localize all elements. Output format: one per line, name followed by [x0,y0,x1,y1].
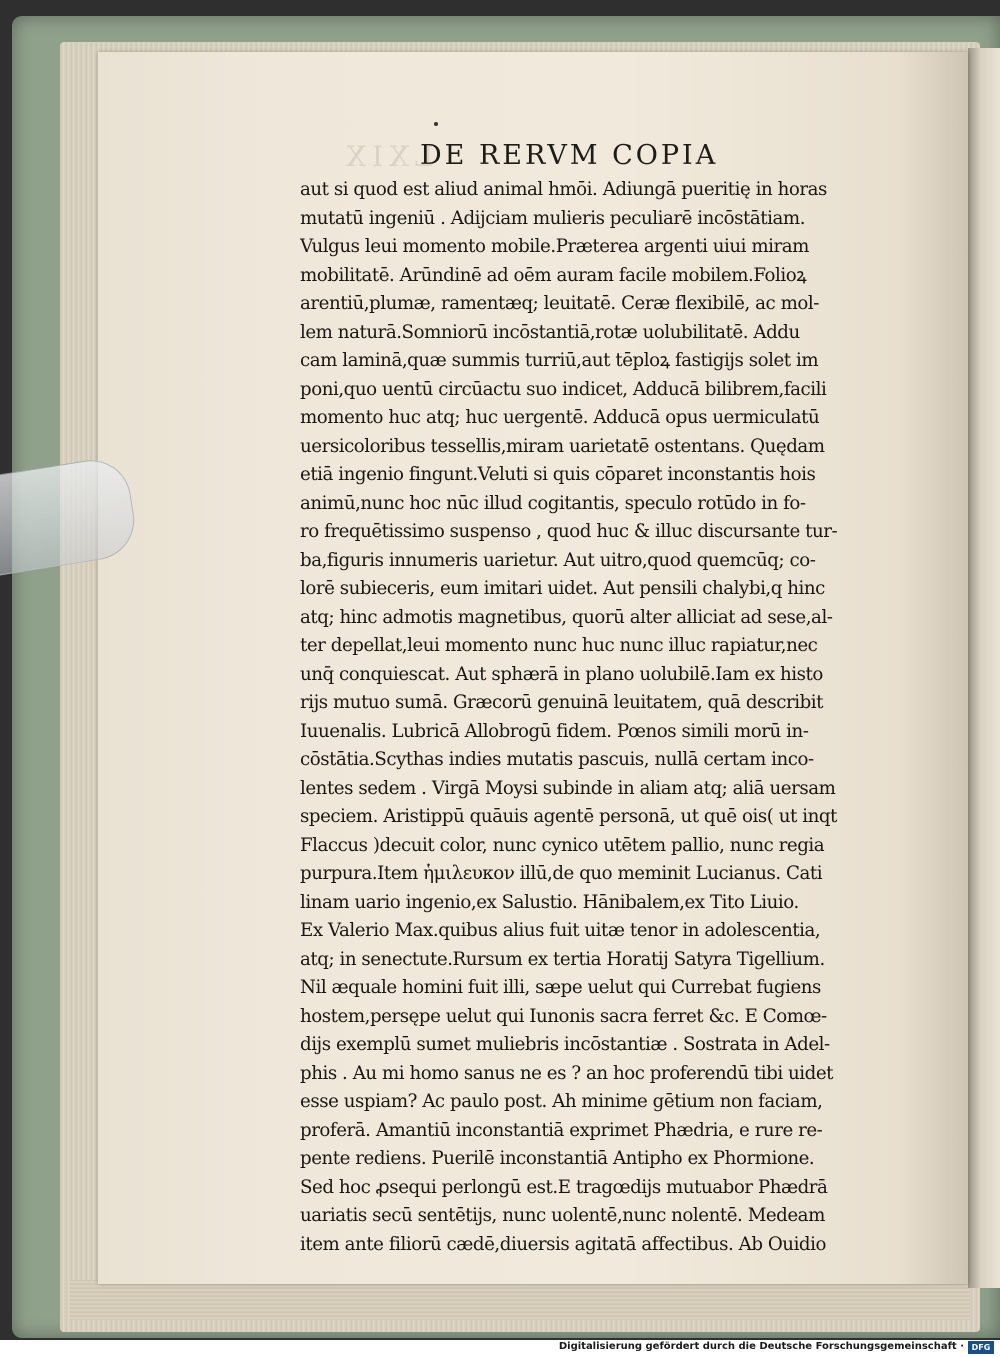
text-line: Vulgus leui momento mobile.Præterea argenti uiui miram [300,236,809,257]
text-line: unq̄ conquiescat. Aut sphærā in plano uolubilē.Iam ex histo [300,663,823,685]
text-line: ter depellat,leui momento nunc huc nunc illuc rapiatur,nec [300,635,818,656]
text-line: Sed hoc ꝓsequi perlongū est.E tragœdijs mutuabor Phædrā [300,1176,828,1198]
page-edges-bottom [70,1280,970,1320]
text-line: cōstātia.Scythas indies mutatis pascuis, nullā certam inco- [300,749,814,770]
text-line: momento huc atq; huc uergentē. Adducā opus uermiculatū [300,407,820,428]
text-line: mutatū ingeniū . Adijciam mulieris peculiarē incōstātiam. [300,207,806,229]
text-line: speciem. Aristippū quāuis agentē personā, ut quē ois( ut inqt [300,806,837,827]
text-line: proferā. Amantiū inconstantiā exprimet Phædria, e rure re- [300,1119,823,1141]
printer-mark [434,122,438,126]
text-line: animū,nunc hoc nūc illud cogitantis, speculo rotūdo in fo- [300,492,806,514]
text-line: aut si quod est aliud animal hmōi. Adiungā pueritię in horas [300,179,827,200]
text-line: ba,figuris innumeris uarietur. Aut uitro,quod quemcūq; co- [300,549,816,571]
text-line: pente rediens. Puerilē inconstantiā Antipho ex Phormione. [300,1148,815,1169]
text-line: linam uario ingenio,ex Salustio. Hānibalem,ex Tito Liuio. [300,891,799,913]
text-line: lem naturā.Somniorū incōstantiā,rotæ uolubilitatē. Addu [300,321,800,343]
text-line: mobilitatē. Arūndinē ad oēm auram facile mobilem.Folioꝝ [300,264,807,286]
text-line: Flaccus )decuit color, nunc cynico utētem pallio, nunc regia [300,834,825,856]
text-line: poni,quo uentū circūactu suo indicet, Adducā bilibrem,facili [300,378,827,400]
facing-page-edge [968,48,1000,1288]
text-line: esse uspiam? Ac paulo post. Ah minime gētium non faciam, [300,1091,823,1112]
funding-footer [0,1340,1000,1357]
text-line: uariatis secū sentētijs, nunc uolentē,nunc nolentē. Medeam [300,1205,825,1226]
text-line: rijs mutuo sumā. Græcorū genuinā leuitatem, quā describit [300,692,823,713]
text-line: dijs exemplū sumet muliebris incōstantiæ . Sostrata in Adel- [300,1034,830,1055]
text-line: lentes sedem . Virgā Moysi subinde in aliam atq; aliā uersam [300,777,836,799]
funding-notice: Digitalisierung gefördert durch die Deutsche Forschungsgemeinschaft · [558,1341,964,1352]
text-line: atq; hinc admotis magnetibus, quorū alter alliciat ad sese,al- [300,606,833,628]
text-line: phis . Au mi homo sanus ne es ? an hoc proferendū tibi uidet [300,1062,834,1084]
running-header: DE RERVM COPIA [420,140,719,171]
text-line: Iuuenalis. Lubricā Allobrogū fidem. Pœnos simili morū in- [300,720,809,742]
dfg-logo: DFG [968,1341,994,1354]
text-line: Nil æquale homini fuit illi, sæpe uelut qui Currebat fugiens [300,977,821,998]
text-line: ro frequētissimo suspenso , quod huc & illuc discursante tur- [300,521,838,542]
text-line: cam laminā,quæ summis turriū,aut tēploꝝ fastigijs solet im [300,350,819,371]
text-line: hostem,persępe uelut qui Iunonis sacra ferret &c. E Comœ- [300,1005,827,1027]
text-line: uersicoloribus tessellis,miram uarietatē ostentans. Quędam [300,435,825,457]
show-through-text: LXIX [340,140,434,173]
page-body-text [300,176,910,1259]
text-line: atq; in senectute.Rursum ex tertia Horatij Satyra Tigellium. [300,948,825,970]
text-line: lorē subieceris, eum imitari uidet. Aut pensili chalybi,q hinc [300,578,825,599]
text-line: Ex Valerio Max.quibus alius fuit uitæ tenor in adolescentia, [300,920,821,941]
text-line: arentiū,plumæ, ramentæq; leuitatē. Ceræ flexibilē, ac mol- [300,293,819,314]
text-line: etiā ingenio fingunt.Veluti si quis cōparet inconstantis hois [300,464,816,485]
text-line: purpura.Item ἡμιλευκον illū,de quo meminit Lucianus. Cati [300,863,823,884]
text-line: item ante filiorū cædē,diuersis agitatā affectibus. Ab Ouidio [300,1233,826,1255]
